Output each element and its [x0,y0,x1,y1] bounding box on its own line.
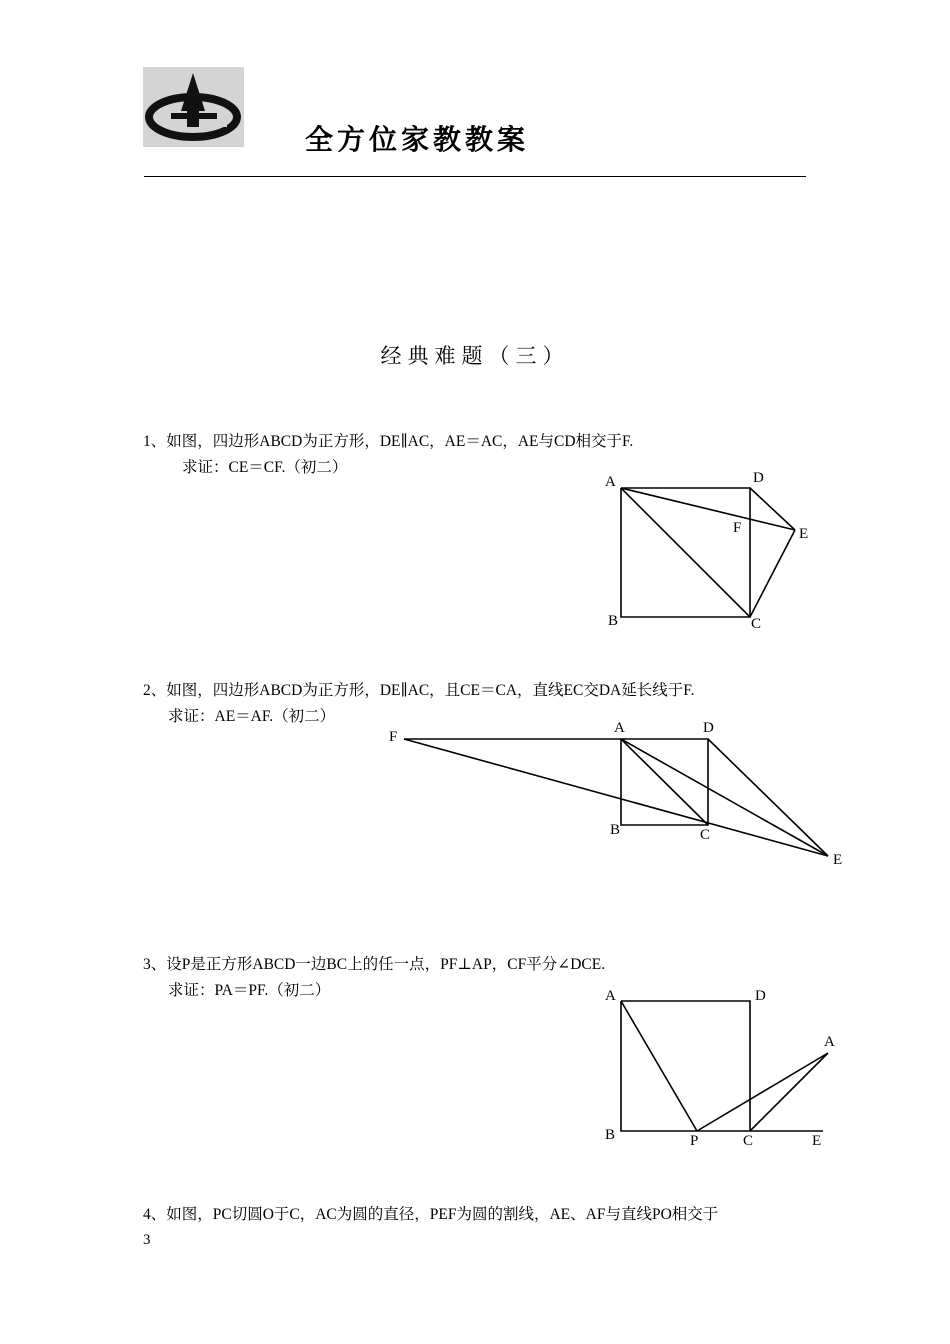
p3-label-a: A [605,988,616,1004]
p1-label-d: D [753,470,764,486]
problem-1-proof: 求证：CE＝CF.（初二） [182,459,348,476]
p2-label-c: C [700,827,711,843]
p3-label-a2: A [824,1034,835,1050]
p1-label-b: B [608,613,619,629]
p1-label-f: F [733,520,742,536]
p3-label-b: B [605,1127,616,1143]
problem-4-statement: 4、如图，PC切圆O于C，AC为圆的直径，PEF为圆的割线，AE、AF与直线PO相交于 [143,1206,719,1223]
p3-label-d: D [755,988,766,1004]
p2-label-b: B [610,822,621,838]
p1-label-e: E [799,526,809,542]
p2-label-a: A [614,720,625,736]
page-number: 3 [143,1232,151,1248]
document-title: 经典难题（三） [380,344,570,368]
problem-1-statement: 1、如图，四边形ABCD为正方形，DE∥AC，AE＝AC，AE与CD相交于F. [143,433,634,450]
p1-label-a: A [605,474,616,490]
problem-2-proof: 求证：AE＝AF.（初二） [168,708,336,725]
p3-label-p: P [690,1133,699,1149]
header-title: 全方位家教教案 [305,125,530,156]
problem-3-statement: 3、设P是正方形ABCD一边BC上的任一点，PF⊥AP，CF平分∠DCE. [143,956,606,973]
problem-3-proof: 求证：PA＝PF.（初二） [168,982,331,999]
p3-label-e: E [812,1133,822,1149]
problem-2-statement: 2、如图，四边形ABCD为正方形，DE∥AC，且CE＝CA，直线EC交DA延长线于F. [143,682,695,699]
p2-label-e: E [833,852,843,868]
p3-label-c: C [743,1133,754,1149]
p2-label-d: D [703,720,714,736]
p1-label-c: C [751,616,762,632]
p2-label-f: F [389,729,398,745]
